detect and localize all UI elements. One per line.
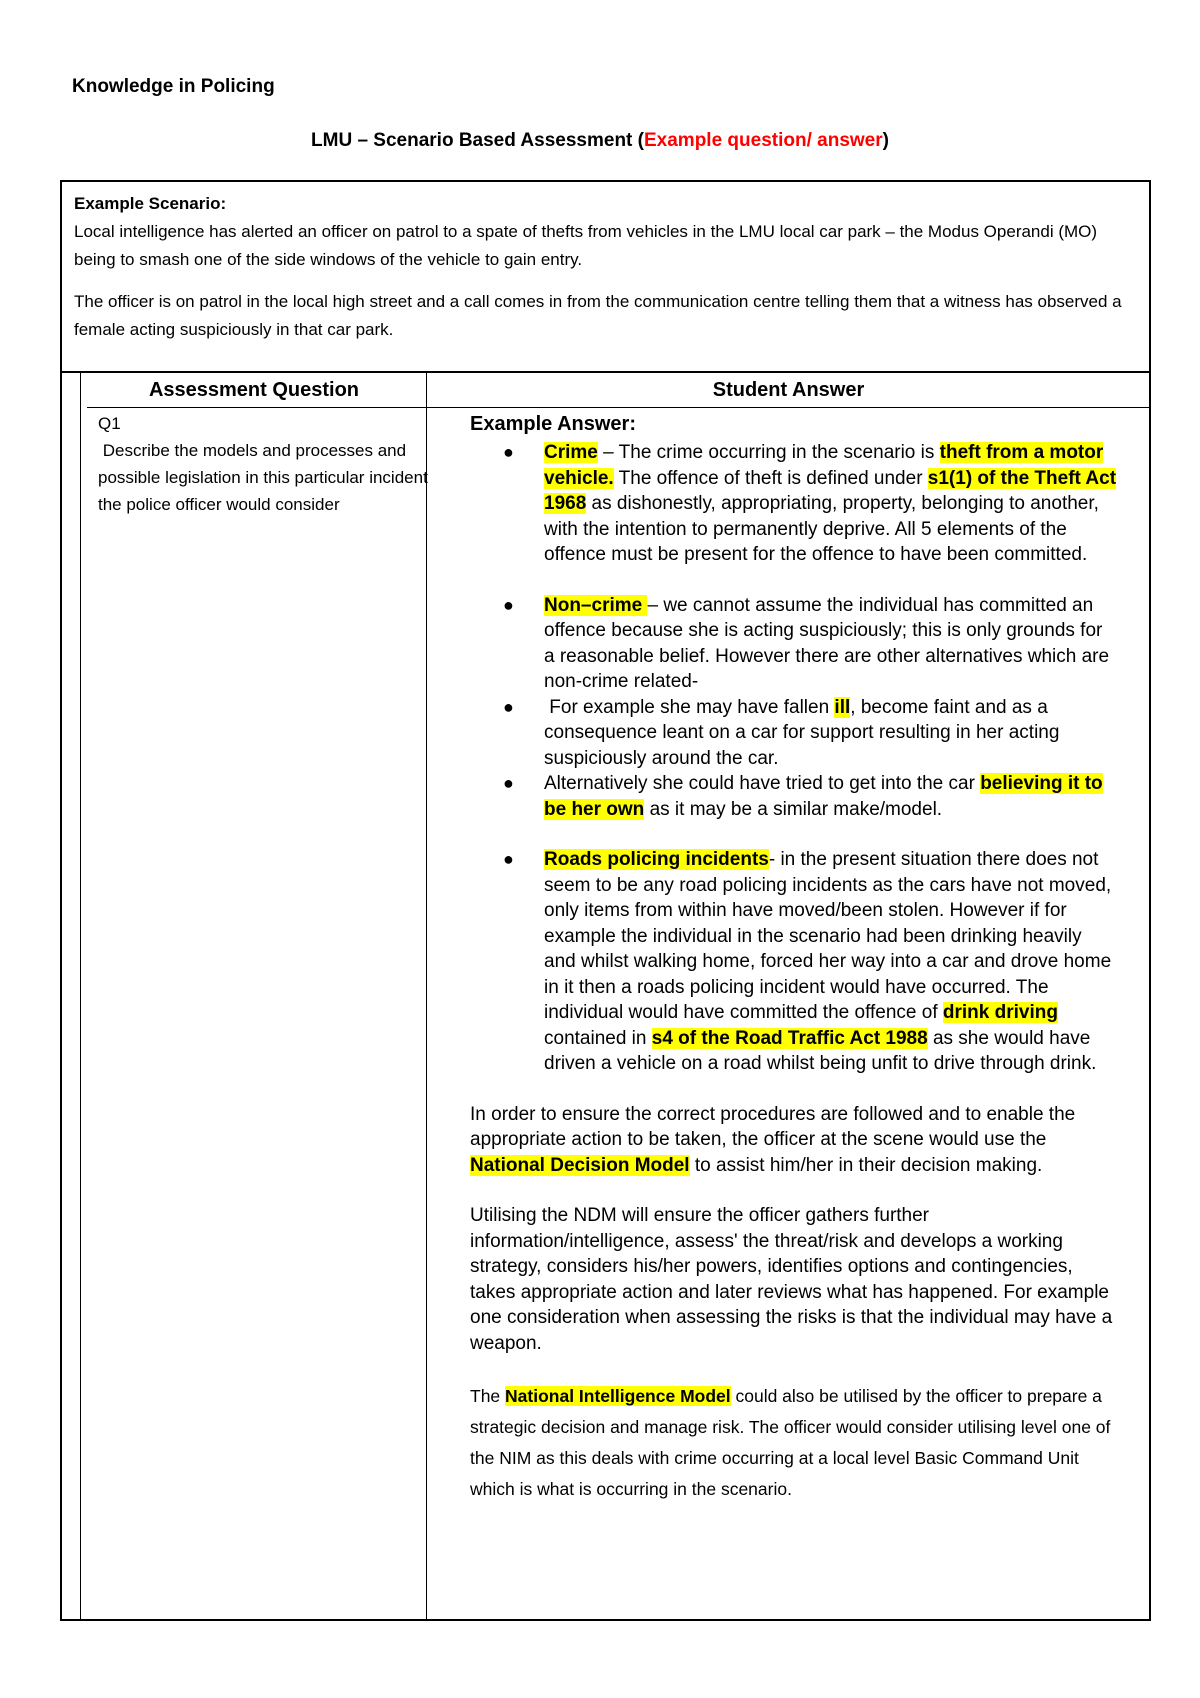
list-item: ● Crime – The crime occurring in the scenario is theft from a motor vehicle. The offence of theft is defined under s1(1) of the Theft Act 1968 as dishonestly, appropriating, property, belonging to another, with the intention to permanently deprive. All 5 elements of the offence must be present for the offence to have been committed. bbox=[503, 442, 1117, 565]
subtitle-main: LMU – Scenario Based Assessment ( bbox=[311, 130, 644, 151]
question-number: Q1 bbox=[98, 414, 121, 433]
bullet-icon: ● bbox=[503, 594, 514, 615]
header-student-answer: Student Answer bbox=[712, 379, 865, 401]
list-item: ● Roads policing incidents- in the present situation there does not seem to be any road policing incidents as the cars have not moved, only items from within have moved/been stolen. However if for example the individual in the scenario had been drinking heavily and whilst walking home, forced her way into a car and drove home in it then a roads policing incident would have occurred. The individual would have committed the offence of drink driving contained in s4 of the Road Traffic Act 1988 as she would have driven a vehicle on a road whilst being unfit to drive through drink. bbox=[503, 849, 1112, 1074]
bullet-icon: ● bbox=[503, 442, 514, 462]
scenario-label: Example Scenario: bbox=[74, 194, 227, 213]
bullet-icon: ● bbox=[503, 849, 514, 869]
answer-paragraph-ndm: In order to ensure the correct procedures are followed and to enable the appropriate action to be taken, the officer at the scene would use the National Decision Model to assist him/her in their decision making. bbox=[470, 1103, 1076, 1176]
assessment-subtitle bbox=[0, 130, 1200, 152]
scenario-cell bbox=[62, 182, 1149, 373]
scenario-paragraph-1: Local intelligence has alerted an officer on patrol to a spate of thefts from vehicles in the LMU local car park – the Modus Operandi (MO) being to smash one of the side windows of the vehicle to gain entry. bbox=[74, 222, 1098, 269]
answer-bullet-list bbox=[470, 440, 1118, 1077]
list-item: ● Alternatively she could have tried to get into the car believing it to be her own as it may be a similar make/model. bbox=[503, 773, 1103, 820]
bullet-icon: ● bbox=[503, 696, 514, 717]
list-item: ● Non–crime – we cannot assume the individual has committed an offence because she is acting suspiciously; this is only grounds for a reasonable belief. However there are other alternatives which are non-crime related- bbox=[503, 594, 1110, 692]
subtitle-close: ) bbox=[882, 130, 889, 151]
scenario-paragraph-2: The officer is on patrol in the local high street and a call comes in from the communication centre telling them that a witness has observed a female acting suspiciously in that car park. bbox=[74, 292, 1122, 339]
bullet-icon: ● bbox=[503, 773, 514, 793]
answer-heading: Example Answer: bbox=[470, 413, 636, 435]
question-text: Describe the models and processes and possible legislation in this particular incident the police officer would consider bbox=[98, 441, 433, 514]
list-item: ● For example she may have fallen ill, become faint and as a consequence leant on a car for support resulting in her acting suspiciously around the car. bbox=[503, 696, 1060, 769]
row-marker-divider bbox=[80, 373, 81, 1619]
answer-paragraph-ndm-detail: Utilising the NDM will ensure the officer gathers further information/intelligence, assess' the threat/risk and develops a working strategy, considers his/her powers, identifies options and contingencies, takes appropriate action and later reviews what has happened. For example one consideration when assessing the risks is that the individual may have a weapon. bbox=[470, 1205, 1113, 1354]
subtitle-red-text: Example question/ answer bbox=[644, 130, 883, 151]
header-assessment-question: Assessment Question bbox=[148, 379, 360, 401]
answer-paragraph-nim: The National Intelligence Model could also be utilised by the officer to prepare a strategic decision and manage risk. The officer would consider utilising level one of the NIM as this deals with crime occurring at a local level Basic Command Unit which is what is occurring in the scenario. bbox=[470, 1386, 1111, 1499]
question-cell bbox=[98, 410, 433, 518]
assessment-table bbox=[60, 180, 1151, 1621]
document-title: Knowledge in Policing bbox=[72, 76, 275, 97]
answer-cell bbox=[470, 408, 1118, 1505]
column-divider bbox=[426, 373, 427, 1619]
